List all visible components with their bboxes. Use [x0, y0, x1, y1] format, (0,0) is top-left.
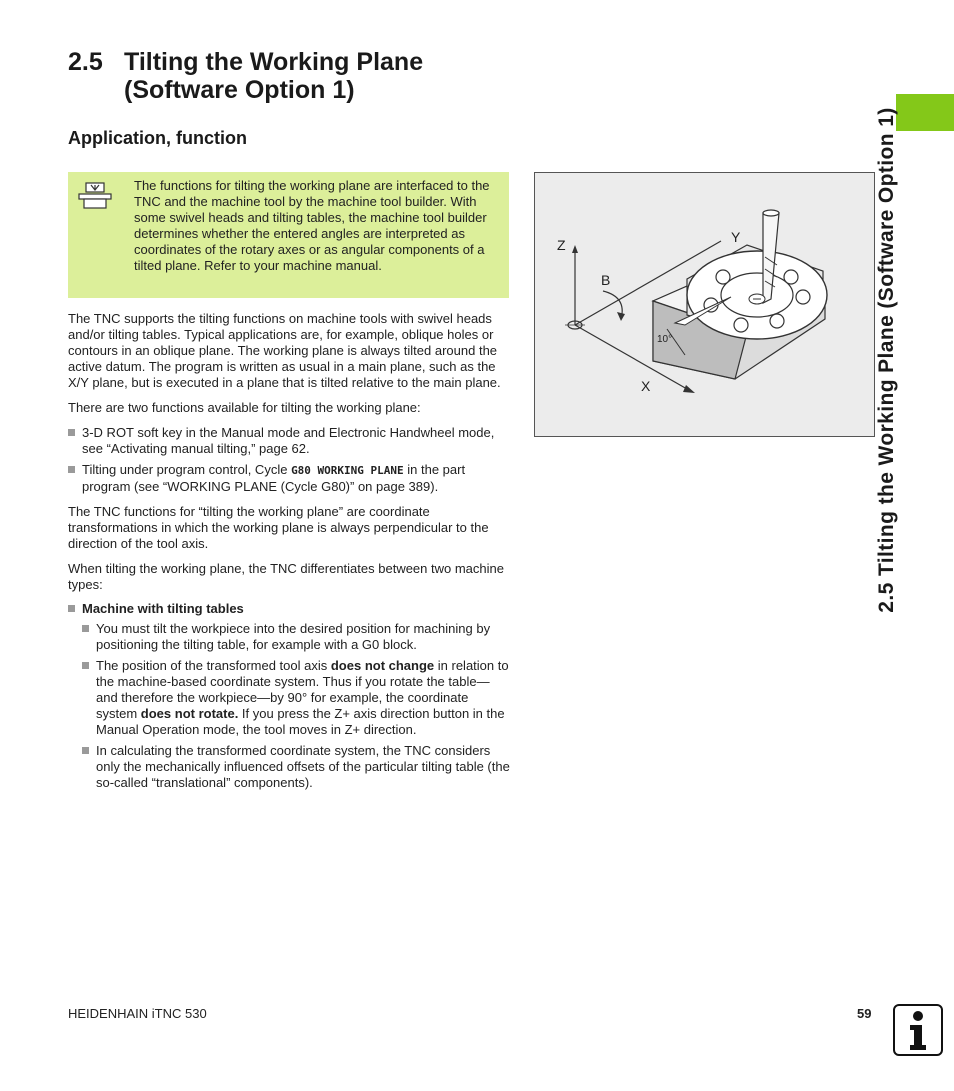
sub2-does-not-rotate: does not rotate.	[140, 706, 239, 721]
section-number: 2.5	[68, 48, 103, 76]
sub2-does-not-change: does not change	[330, 658, 435, 673]
footer-product: HEIDENHAIN iTNC 530	[68, 1006, 207, 1021]
side-tab	[875, 107, 907, 613]
tilting-table-figure	[534, 172, 875, 437]
label-x: X	[641, 378, 651, 394]
machine-type-heading: Machine with tilting tables	[68, 601, 510, 617]
side-tab-text: 2.5 Tilting the Working Plane (Software Option 1)	[875, 107, 898, 613]
body-text	[68, 311, 510, 796]
sub-bullet-2	[82, 658, 510, 738]
x-axis-arrow	[683, 385, 695, 393]
bullet-3d-rot: 3-D ROT soft key in the Manual mode and Electronic Handwheel mode, see “Activating manual tilting,” page 62.	[68, 425, 510, 457]
sub2-a: The position of the transformed tool axis	[96, 658, 331, 673]
code-g80: G80 WORKING PLANE	[291, 464, 404, 477]
sub-bullet-1: You must tilt the workpiece into the desired position for machining by positioning the tilting table, for example with a G0 block.	[82, 621, 510, 653]
page-number: 59	[857, 1006, 872, 1021]
machine-note-box	[68, 172, 509, 298]
section-title-line2: (Software Option 1)	[124, 76, 355, 104]
z-axis-arrow	[572, 245, 578, 253]
label-b: B	[601, 272, 611, 288]
bullet2-pre: Tilting under program control, Cycle	[82, 462, 292, 477]
paragraph-2: There are two functions available for tilting the working plane:	[68, 400, 421, 415]
bullet-cycle-g80	[68, 462, 510, 495]
paragraph-3: The TNC functions for “tilting the working plane” are coordinate transformations in which the working plane is always perpendicular to the direction of the tool axis.	[68, 504, 489, 551]
machine-note-icon	[78, 182, 112, 210]
paragraph-4: When tilting the working plane, the TNC differentiates between two machine types:	[68, 561, 504, 592]
label-angle: 10°	[657, 334, 673, 345]
section-heading	[68, 48, 423, 104]
section-title-line1: Tilting the Working Plane	[124, 48, 424, 76]
side-tab-accent	[896, 94, 954, 131]
bullet2-post: in the part program (see “WORKING PLANE (Cycle G80)” on page 389).	[82, 462, 466, 494]
sub-bullet-3: In calculating the transformed coordinate system, the TNC considers only the mechanically influenced offsets of the particular tilting table (the so-called “translational” components).	[82, 743, 510, 791]
info-icon	[893, 1004, 943, 1056]
sub2-e: If you press the Z+ axis direction button in the Manual Operation mode, the tool moves in Z+ direction.	[96, 706, 505, 737]
note-text: The functions for tilting the working plane are interfaced to the TNC and the machine tool by the machine tool builder. With some swivel heads and tilting tables, the machine tool builder determines whether the entered angles are interpreted as coordinates of the rotary axes or as angular components of a tilted plane. Refer to your machine manual.	[134, 178, 490, 273]
label-y: Y	[731, 229, 741, 245]
sub2-c: in relation to the machine-based coordinate system. Thus if you rotate the table—and therefore the workpiece—by 90° for example, the coordinate system	[96, 658, 509, 721]
tilting-table-drawing	[535, 173, 874, 436]
label-z: Z	[557, 237, 566, 253]
paragraph-1: The TNC supports the tilting functions on machine tools with swivel heads and/or tilting tables. Typical applications are, for example, oblique holes or contours in an oblique plane. The working plane is always tilted around the active datum. The program is written as usual in a main plane, such as the X/Y plane, but is executed in a plane that is tilted relative to the main plane.	[68, 311, 501, 390]
subheading: Application, function	[68, 128, 247, 148]
